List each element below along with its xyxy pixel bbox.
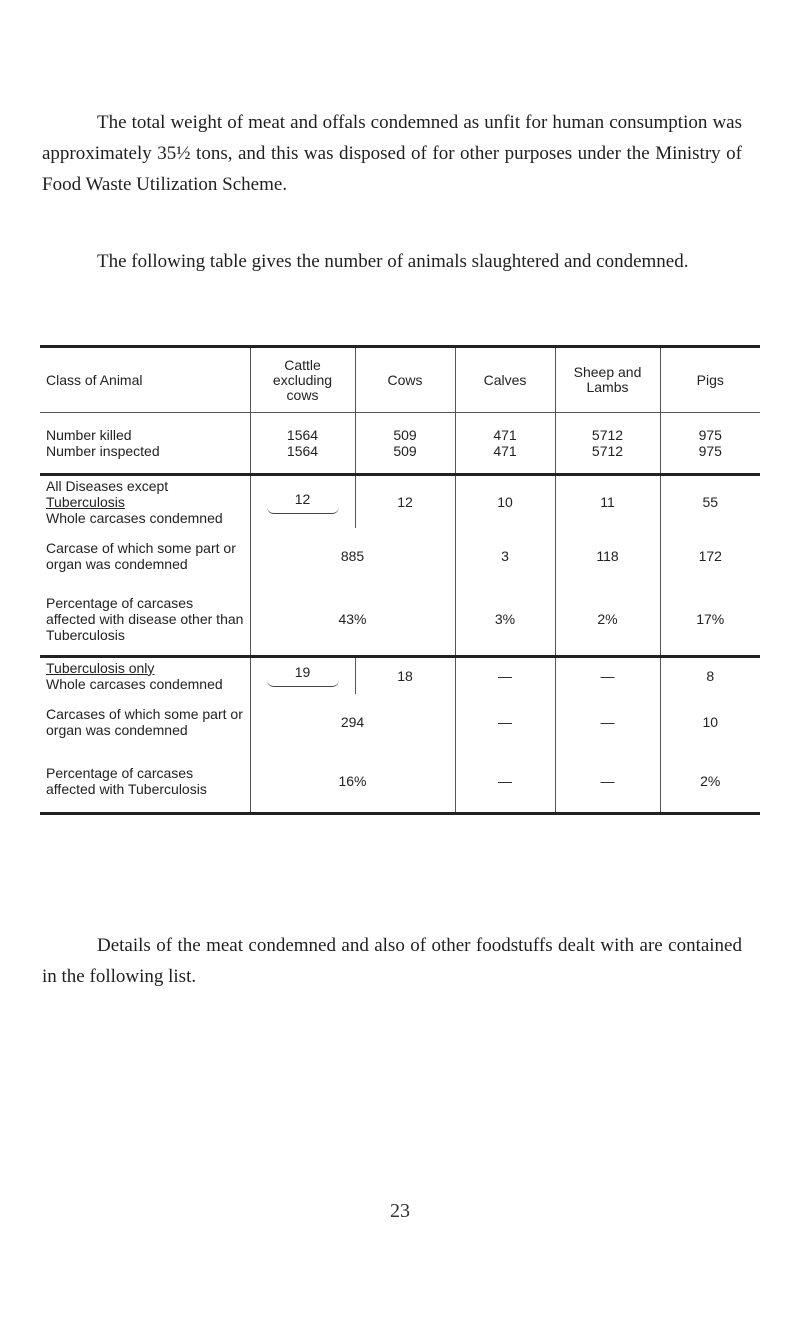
tb-pct-cattle-cows: 16% [250, 750, 455, 814]
tb-part-pigs: 10 [660, 694, 760, 750]
section-all-diseases [40, 475, 760, 529]
tb-whole-calves: — [455, 656, 555, 694]
header-cows: Cows [355, 347, 455, 413]
brace-icon [267, 680, 339, 687]
label-killed: Number killed [46, 427, 132, 443]
tb-pct-pigs: 2% [660, 750, 760, 814]
pct-sheep: 2% [555, 584, 660, 656]
killed-calves: 471 [493, 427, 517, 443]
header-cattle: Cattle excluding cows [250, 347, 355, 413]
inspected-sheep: 5712 [591, 443, 624, 459]
table-row-percentage [40, 584, 760, 656]
whole-cattle: 12 [294, 490, 311, 507]
inspected-cattle: 1564 [286, 443, 319, 459]
tb-whole-cows: 18 [355, 656, 455, 694]
table-header-row [40, 347, 760, 413]
whole-calves: 10 [455, 475, 555, 529]
animals-table [40, 345, 760, 815]
part-calves: 3 [455, 528, 555, 584]
part-pigs: 172 [660, 528, 760, 584]
label-percentage: Percentage of carcases affected with disease other than Tuberculosis [46, 595, 244, 644]
label-part-condemned: Carcase of which some part or organ was condemned [46, 540, 236, 572]
header-class: Class of Animal [40, 347, 250, 413]
section-title-all-diseases: All Diseases except [46, 478, 169, 494]
label-whole-carcases: Whole carcases condemned [46, 510, 223, 526]
pct-cattle-cows: 43% [250, 584, 455, 656]
tb-part-sheep: — [555, 694, 660, 750]
killed-cows: 509 [393, 427, 417, 443]
tb-whole-sheep: — [555, 656, 660, 694]
label-tb-whole-carcases: Whole carcases condemned [46, 675, 223, 692]
tb-pct-sheep: — [555, 750, 660, 814]
inspected-calves: 471 [493, 443, 517, 459]
table-row-tb-part [40, 694, 760, 750]
table-intro-paragraph: The following table gives the number of animals slaughtered and condemned. [97, 251, 689, 272]
table-row-part-condemned [40, 528, 760, 584]
brace-icon [267, 507, 339, 514]
tb-whole-cattle: 19 [294, 664, 311, 680]
label-tb-percentage: Percentage of carcases affected with Tuberculosis [40, 750, 250, 814]
whole-pigs: 55 [660, 475, 760, 529]
killed-cattle: 1564 [286, 427, 319, 443]
section-subtitle-tuberculosis: Tuberculosis [46, 494, 125, 510]
tb-part-cattle-cows: 294 [250, 694, 455, 750]
whole-sheep: 11 [555, 475, 660, 529]
part-sheep: 118 [555, 528, 660, 584]
whole-cows: 12 [355, 475, 455, 529]
label-inspected: Number inspected [46, 443, 160, 459]
tb-whole-pigs: 8 [660, 656, 760, 694]
header-pigs: Pigs [660, 347, 760, 413]
header-calves: Calves [455, 347, 555, 413]
table-row-killed [40, 413, 760, 475]
killed-pigs: 975 [698, 427, 722, 443]
tb-pct-calves: — [455, 750, 555, 814]
intro-paragraph: The total weight of meat and offals condemned as unfit for human consumption was approximately 35½ tons, and this was disposed of for other purposes under the Ministry of Food Waste Utilization Scheme. [42, 112, 742, 195]
page-number: 23 [390, 1200, 410, 1222]
pct-pigs: 17% [660, 584, 760, 656]
section-title-tuberculosis: Tuberculosis only [46, 659, 155, 676]
pct-calves: 3% [455, 584, 555, 656]
table-row-tb-percentage [40, 750, 760, 814]
part-cattle-cows: 885 [250, 528, 455, 584]
header-sheep: Sheep and Lambs [555, 347, 660, 413]
label-tb-part: Carcases of which some part or organ was condemned [46, 705, 243, 738]
tb-part-calves: — [455, 694, 555, 750]
section-tuberculosis [40, 656, 760, 694]
details-paragraph: Details of the meat condemned and also of other foodstuffs dealt with are contained in the following list. [42, 935, 742, 987]
inspected-pigs: 975 [698, 443, 722, 459]
inspected-cows: 509 [393, 443, 417, 459]
killed-sheep: 5712 [591, 427, 624, 443]
